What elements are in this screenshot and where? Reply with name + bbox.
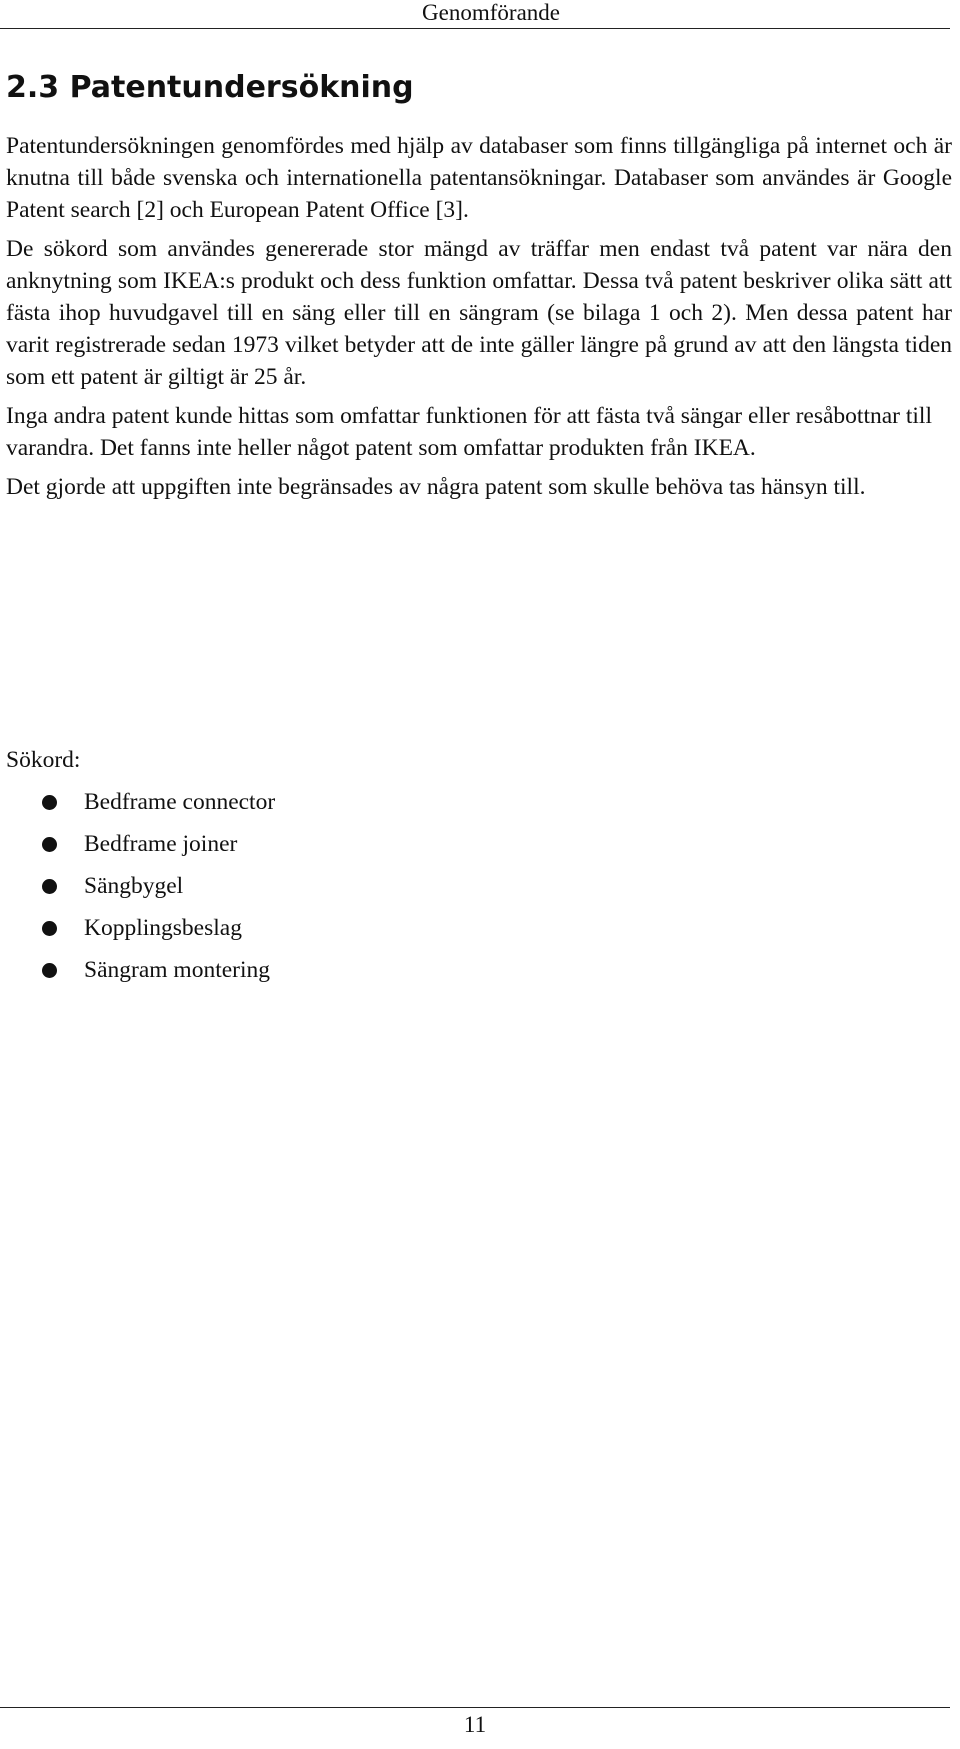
keyword-text: Bedframe joiner [84, 831, 238, 857]
keyword-text: Sängbygel [84, 873, 184, 899]
bullet-icon [42, 837, 57, 852]
paragraph-search-results: De sökord som användes genererade stor mängd av träffar men endast två patent var nära den anknytning som IKEA:s produkt och dess funktion omfattar. Dessa två patent beskriver olika sätt att fästa ihop huvudgavel till en säng eller till en sängram (se bilaga 1 och 2). Men dessa patent har varit registrerade sedan 1973 vilket betyder att de inte gäller längre på grund av att den längsta tiden som ett patent är giltigt är 25 år. [6, 236, 952, 390]
running-header [0, 0, 950, 29]
bullet-icon [42, 879, 57, 894]
keyword-text: Bedframe connector [84, 789, 276, 815]
bullet-icon [42, 921, 57, 936]
keywords-label: Sökord: [6, 747, 81, 773]
paragraph-databases: Patentundersökningen genomfördes med hjälp av databaser som finns tillgängliga på internet och är knutna till både svenska och internationella patentansökningar. Databaser som användes är Google Patent search [2] och European Patent Office [3]. [6, 133, 952, 223]
bullet-icon [42, 963, 57, 978]
paragraph-no-other-patents: Inga andra patent kunde hittas som omfattar funktionen för att fästa två sängar eller resåbottnar till varandra. Det fanns inte heller något patent som omfattar produkten från IKEA. [6, 403, 932, 461]
bullet-icon [42, 795, 57, 810]
keyword-text: Sängram montering [84, 957, 271, 983]
paragraph-conclusion: Det gjorde att uppgiften inte begränsades av några patent som skulle behöva tas hänsyn till. [6, 474, 866, 500]
running-header-title: Genomförande [422, 0, 560, 25]
section-heading: 2.3 Patentundersökning [6, 70, 414, 105]
body-text [6, 130, 952, 510]
keyword-text: Kopplingsbeslag [84, 915, 242, 941]
page-number: 11 [463, 1712, 487, 1737]
footer-divider [0, 1707, 950, 1708]
